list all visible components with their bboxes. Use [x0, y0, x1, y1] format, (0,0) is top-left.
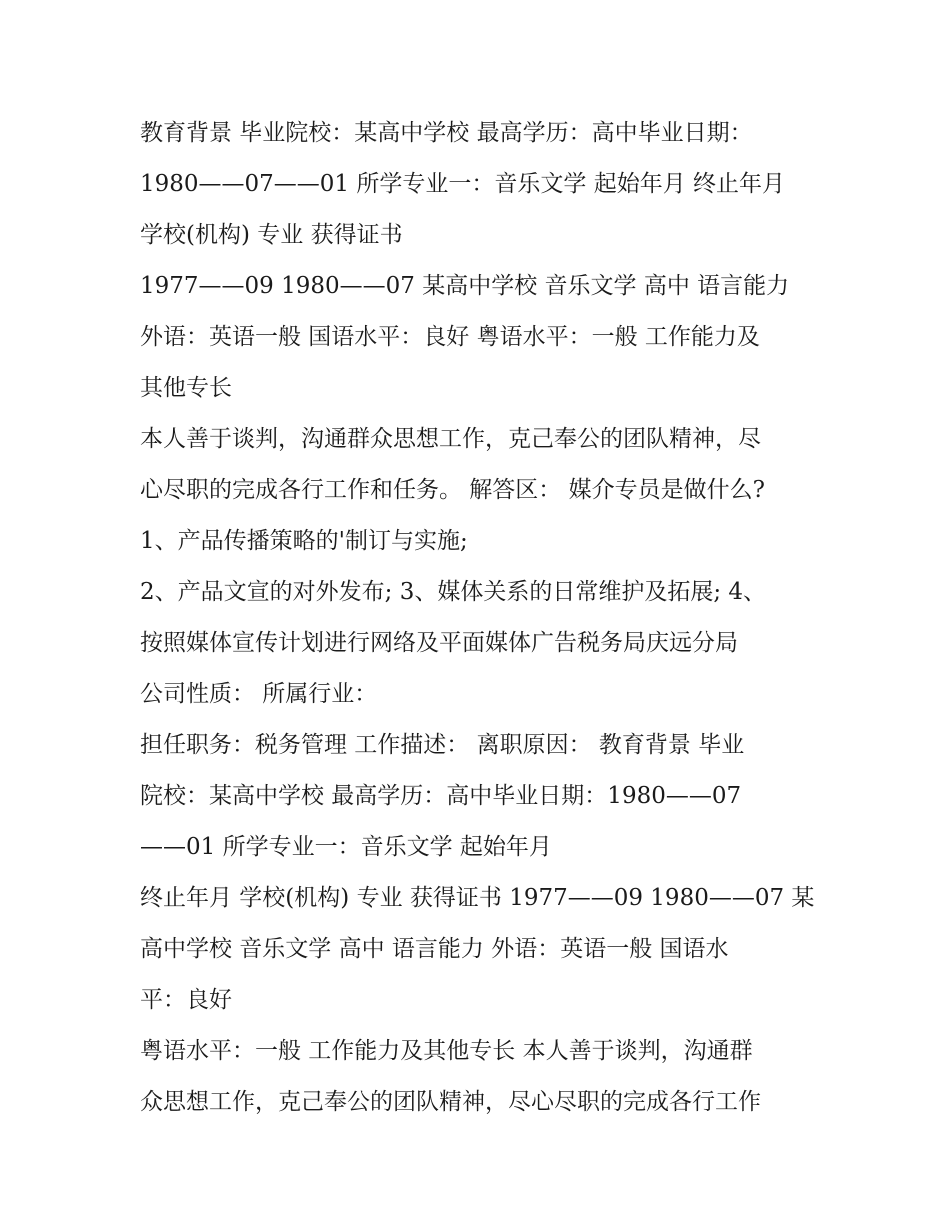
text-line: 按照媒体宣传计划进行网络及平面媒体广告税务局庆远分局	[140, 630, 738, 656]
text-line: 粤语水平：一般 工作能力及其他专长 本人善于谈判，沟通群	[140, 1038, 753, 1064]
text-line: 院校：某高中学校 最高学历：高中毕业日期：1980——07	[140, 783, 742, 809]
text-line: 担任职务：税务管理 工作描述： 离职原因： 教育背景 毕业	[140, 732, 745, 758]
text-line: 其他专长	[140, 375, 232, 401]
document-body	[140, 108, 820, 1128]
text-line: 众思想工作，克己奉公的团队精神，尽心尽职的完成各行工作	[140, 1089, 761, 1115]
text-line: 教育背景 毕业院校：某高中学校 最高学历：高中毕业日期：	[140, 120, 753, 146]
text-line: 1980——07——01 所学专业一：音乐文学 起始年月 终止年月	[140, 171, 785, 197]
text-line: 平：良好	[140, 987, 232, 1013]
text-line: 1977——09 1980——07 某高中学校 音乐文学 高中 语言能力	[140, 273, 790, 299]
text-line: 学校(机构) 专业 获得证书	[140, 222, 403, 248]
text-line: 2、产品文宣的对外发布; 3、媒体关系的日常维护及拓展; 4、	[140, 579, 767, 605]
text-line: ——01 所学专业一：音乐文学 起始年月	[140, 834, 552, 860]
text-line: 公司性质： 所属行业：	[140, 681, 378, 707]
text-line: 终止年月 学校(机构) 专业 获得证书 1977——09 1980——07 某	[140, 885, 815, 911]
text-line: 高中学校 音乐文学 高中 语言能力 外语：英语一般 国语水	[140, 936, 729, 962]
text-line: 外语：英语一般 国语水平：良好 粤语水平：一般 工作能力及	[140, 324, 760, 350]
text-line: 心尽职的完成各行工作和任务。 解答区： 媒介专员是做什么?	[140, 477, 765, 503]
text-line: 1、产品传播策略的'制订与实施;	[140, 528, 468, 554]
text-line: 本人善于谈判，沟通群众思想工作，克己奉公的团队精神，尽	[140, 426, 761, 452]
